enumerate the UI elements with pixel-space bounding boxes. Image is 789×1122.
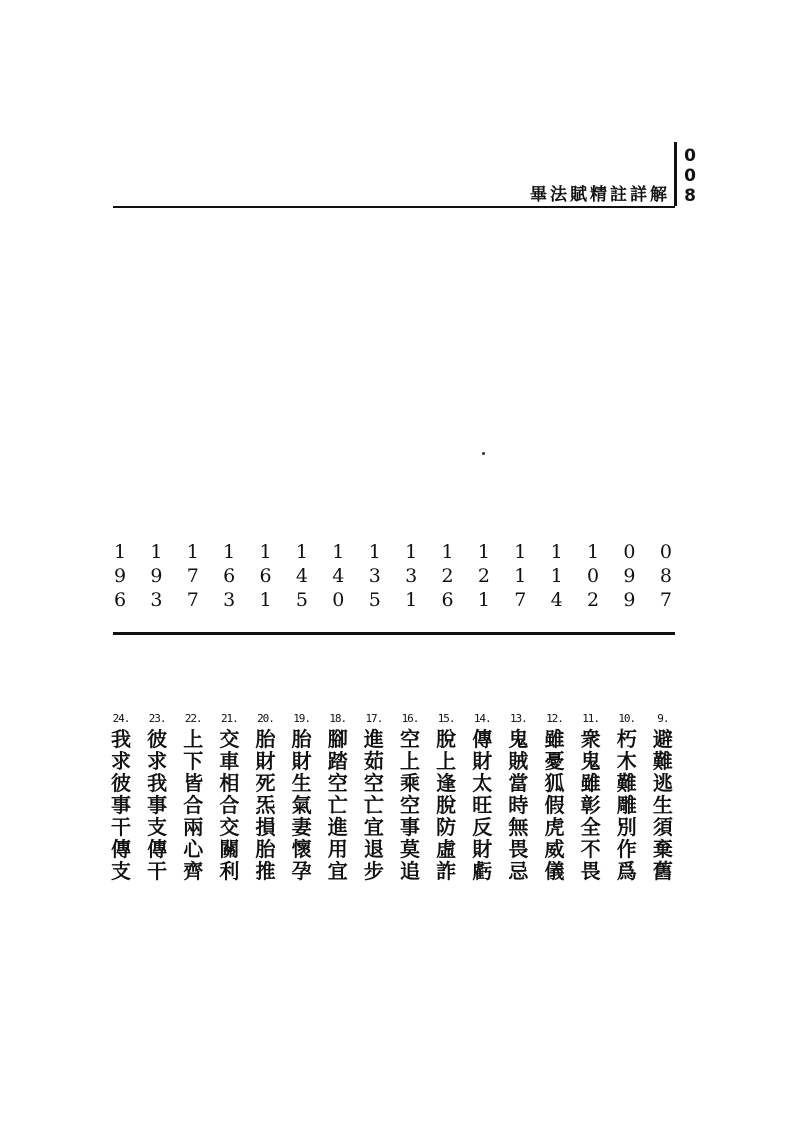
- entry-item: [467, 712, 497, 912]
- page-ref: 196: [113, 541, 127, 611]
- entry-text: 傳財太旺反財虧: [472, 727, 493, 883]
- print-speck: [482, 452, 485, 455]
- entry-text: 交車相合交關利: [219, 727, 240, 883]
- entry-text: 雖憂狐假虎威儀: [544, 727, 565, 883]
- entry-text: 我求彼事干傳支: [111, 727, 131, 883]
- entry-item: [214, 712, 244, 912]
- page-ref: 087: [659, 541, 672, 611]
- page-ref: 163: [223, 541, 236, 611]
- entry-number: 23.: [148, 712, 166, 725]
- page-ref: 117: [514, 541, 527, 611]
- entry-text: 彼求我事支傳干: [147, 727, 168, 883]
- page-ref: 135: [368, 541, 381, 611]
- page-ref: 114: [550, 541, 563, 611]
- entry-number: 11.: [582, 712, 600, 725]
- entry-text: 避難逃生須棄舊: [652, 727, 673, 883]
- entry-text: 空上乘空事莫追: [400, 727, 420, 883]
- page-ref: 161: [259, 541, 272, 611]
- entry-item: [431, 712, 461, 912]
- entry-text: 進茹空亡宜退步: [363, 727, 384, 883]
- entry-text: 胎財生氣妻懷孕: [291, 727, 312, 883]
- page-ref: 131: [405, 541, 418, 611]
- entry-text: 衆鬼雖彰全不畏: [580, 727, 601, 883]
- entry-item: [142, 712, 172, 912]
- entry-item: [287, 712, 317, 912]
- entry-number: 9.: [657, 712, 669, 725]
- entry-item: [503, 712, 533, 912]
- page-ref: 121: [477, 541, 490, 611]
- header-rule: [113, 206, 675, 208]
- entry-number: 19.: [293, 712, 311, 725]
- entry-item: [395, 712, 425, 912]
- entry-item: [648, 712, 678, 912]
- page-ref: 193: [150, 541, 163, 611]
- entry-number: 10.: [618, 712, 636, 725]
- entry-number: 24.: [112, 712, 130, 725]
- page-ref: 126: [441, 541, 454, 611]
- entry-number: 17.: [365, 712, 383, 725]
- entry-item: [106, 712, 136, 912]
- entry-text: 腳踏空亡進用宜: [327, 727, 348, 883]
- entry-number: 22.: [184, 712, 202, 725]
- entry-item: [540, 712, 570, 912]
- entry-text: 上下皆合兩心齊: [183, 727, 204, 883]
- entry-list: [106, 712, 678, 912]
- entry-number: 15.: [437, 712, 455, 725]
- entry-text: 胎財死炁損胎推: [255, 727, 276, 883]
- page-number-list: [108, 540, 678, 620]
- running-header-title: 畢法賦精註詳解: [530, 185, 670, 205]
- entry-number: 14.: [473, 712, 491, 725]
- page-ref: 099: [623, 541, 636, 611]
- entry-text: 朽木難雕別作爲: [616, 727, 637, 883]
- section-rule: [113, 632, 675, 635]
- entry-text: 鬼賊當時無畏忌: [508, 727, 529, 883]
- page-ref: 140: [332, 541, 345, 611]
- entry-number: 18.: [329, 712, 347, 725]
- entry-item: [323, 712, 353, 912]
- entry-item: [178, 712, 208, 912]
- page-ref: 102: [587, 541, 600, 611]
- entry-number: 20.: [257, 712, 274, 725]
- entry-number: 21.: [220, 712, 238, 725]
- entry-number: 16.: [401, 712, 419, 725]
- page-ref: 145: [295, 541, 308, 611]
- entry-item: [359, 712, 389, 912]
- entry-number: 13.: [509, 712, 527, 725]
- entry-number: 12.: [546, 712, 563, 725]
- page-ref: 177: [186, 541, 199, 611]
- entry-item: [612, 712, 642, 912]
- entry-item: [576, 712, 606, 912]
- header-vertical-rule: [674, 142, 677, 206]
- entry-text: 脫上逢脫防虛詐: [436, 727, 457, 883]
- page-number: 008: [684, 146, 696, 206]
- entry-item: [251, 712, 281, 912]
